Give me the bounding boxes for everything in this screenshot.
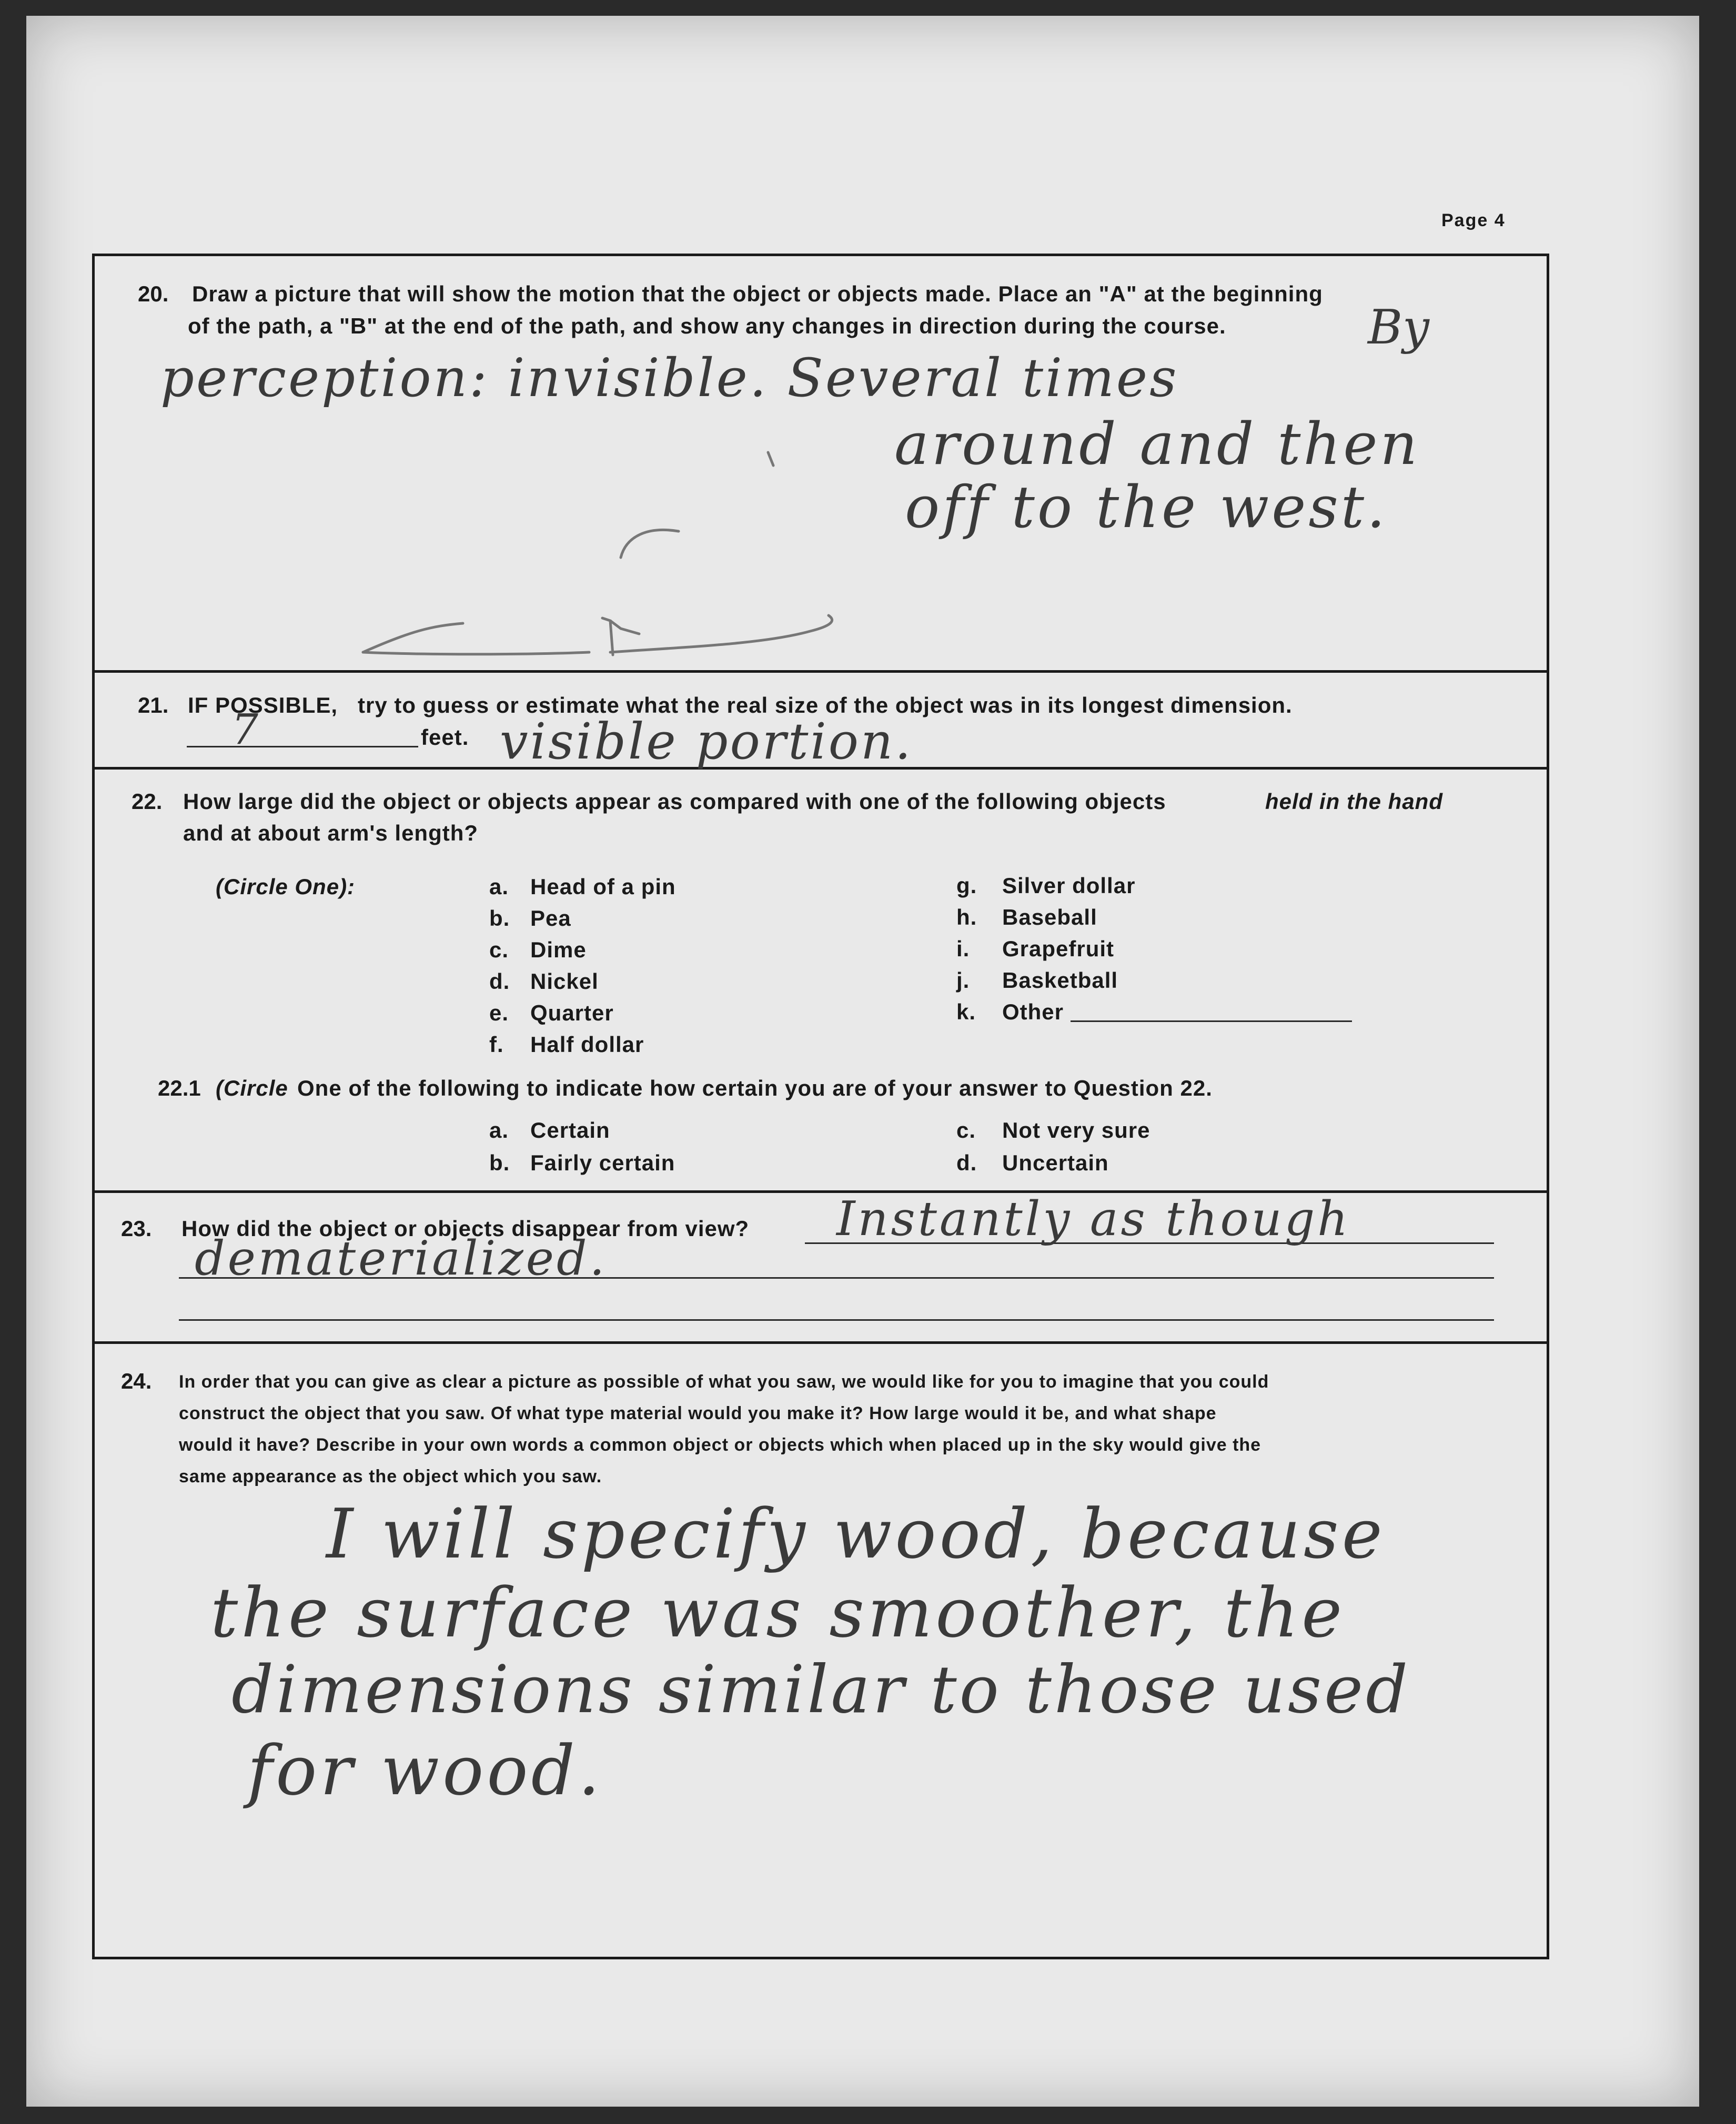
q24-text-line4: same appearance as the object which you saw. <box>179 1466 602 1486</box>
q21-answer: 7 <box>231 705 258 754</box>
q22-option-letter[interactable]: d. <box>489 969 510 994</box>
q22-circle-label: (Circle One): <box>216 874 356 899</box>
q21-unit: feet. <box>421 725 469 750</box>
q22-option-letter[interactable]: g. <box>956 873 977 898</box>
q22-option-letter[interactable]: i. <box>956 936 970 961</box>
q22-1-option-label[interactable]: Uncertain <box>1002 1150 1109 1175</box>
q22-option-label[interactable]: Head of a pin <box>530 874 676 899</box>
q22-1-option-letter[interactable]: a. <box>489 1118 509 1142</box>
q22-option-letter[interactable]: j. <box>956 968 970 993</box>
q22-option-label[interactable]: Dime <box>530 937 587 962</box>
q21-text: try to guess or estimate what the real size of the object was in its longest dimension. <box>358 693 1293 717</box>
q23-handwritten-2: dematerialized. <box>195 1231 608 1286</box>
q23-answer-line-3 <box>179 1319 1494 1321</box>
q22-1-text-italic: (Circle <box>216 1076 288 1100</box>
q22-1-option-letter[interactable]: b. <box>489 1150 510 1175</box>
q24-text-line1: In order that you can give as clear a picture as possible of what you saw, we would like for you to imagine that you could <box>179 1372 1269 1392</box>
q23-handwritten-1: Instantly as though <box>836 1191 1351 1247</box>
q22-option-label[interactable]: Half dollar <box>530 1032 644 1057</box>
q22-1-option-label[interactable]: Certain <box>530 1118 610 1142</box>
q24-handwritten-4: for wood. <box>247 1731 603 1811</box>
q22-text-line1: How large did the object or objects appear as compared with one of the following objects <box>183 789 1166 814</box>
q22-other-line <box>1071 1020 1352 1022</box>
q21-handwritten: visible portion. <box>500 713 913 771</box>
q24-text-line2: construct the object that you saw. Of what type material would you make it? How large would it be, and what shape <box>179 1403 1217 1423</box>
q22-option-letter[interactable]: h. <box>956 905 977 929</box>
q20-text-line2: of the path, a "B" at the end of the path, and show any changes in direction during the course. <box>188 313 1226 338</box>
q22-option-label[interactable]: Basketball <box>1002 968 1118 993</box>
q20-handwritten-1: By <box>1368 300 1429 355</box>
q24-handwritten-3: dimensions similar to those used <box>231 1652 1411 1728</box>
q22-option-letter[interactable]: k. <box>956 999 976 1024</box>
q23-text: How did the object or objects disappear from view? <box>181 1216 750 1241</box>
q22-1-option-label[interactable]: Fairly certain <box>530 1150 675 1175</box>
q22-1-number: 22.1 <box>158 1076 201 1100</box>
q22-option-letter[interactable]: a. <box>489 874 509 899</box>
q20-handwritten-4: off to the west. <box>905 473 1388 541</box>
q20-number: 20. <box>138 281 169 306</box>
q22-1-text: One of the following to indicate how certain you are of your answer to Question 22. <box>297 1076 1213 1100</box>
q22-text-line2: and at about arm's length? <box>183 821 479 845</box>
q20-handwritten-2: perception: invisible. Several times <box>160 347 1179 409</box>
q24-number: 24. <box>121 1369 152 1393</box>
q20-handwritten-3: around and then <box>894 410 1420 478</box>
q22-option-letter[interactable]: b. <box>489 906 510 930</box>
q22-1-option-label[interactable]: Not very sure <box>1002 1118 1150 1142</box>
q22-option-letter[interactable]: c. <box>489 937 509 962</box>
q22-1-option-letter[interactable]: c. <box>956 1118 976 1142</box>
page-number: Page 4 <box>1441 210 1506 230</box>
q22-option-label[interactable]: Grapefruit <box>1002 936 1115 961</box>
q22-option-label[interactable]: Quarter <box>530 1000 614 1025</box>
q22-option-label[interactable]: Baseball <box>1002 905 1097 929</box>
q20-text-line1: Draw a picture that will show the motion that the object or objects made. Place an "A" at the beginning <box>192 281 1323 306</box>
q22-number: 22. <box>132 789 163 814</box>
q24-handwritten-2: the surface was smoother, the <box>210 1573 1346 1653</box>
q24-text-line3: would it have? Describe in your own words a common object or objects which when placed up in the sky would give the <box>179 1435 1261 1455</box>
q22-option-label[interactable]: Silver dollar <box>1002 873 1136 898</box>
q22-option-label[interactable]: Other <box>1002 999 1064 1024</box>
q22-option-letter[interactable]: f. <box>489 1032 504 1057</box>
q22-text-line1-italic: held in the hand <box>1265 789 1443 814</box>
q22-option-label[interactable]: Nickel <box>530 969 599 994</box>
q22-option-label[interactable]: Pea <box>530 906 571 930</box>
q22-1-option-letter[interactable]: d. <box>956 1150 977 1175</box>
q21-number: 21. <box>138 693 169 717</box>
q21-text-emph: IF POSSIBLE, <box>188 693 338 717</box>
q23-number: 23. <box>121 1216 152 1241</box>
q22-option-letter[interactable]: e. <box>489 1000 509 1025</box>
q21-answer-line <box>187 746 418 747</box>
q24-handwritten-1: I will specify wood, because <box>326 1494 1386 1574</box>
